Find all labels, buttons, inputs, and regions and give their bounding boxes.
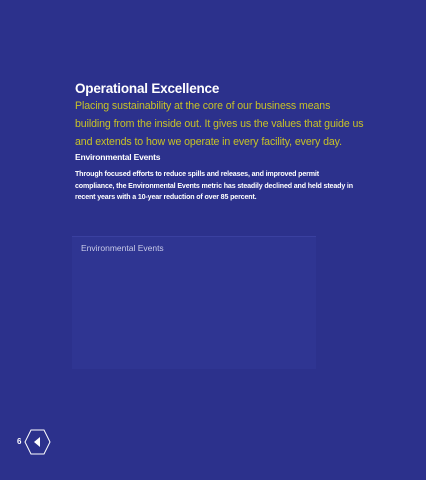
chevron-left-icon	[24, 429, 51, 455]
chart-panel	[72, 236, 316, 369]
section-heading: Operational Excellence	[75, 81, 220, 96]
chart-panel-title: Environmental Events	[81, 243, 164, 253]
intro-paragraph: Placing sustainability at the core of our business means building from the inside out. It gives us the values that guide us and extends to how we operate in every facility, every day.	[75, 100, 364, 148]
page-number: 6	[17, 437, 22, 446]
body-paragraph: Through focused efforts to reduce spills and releases, and improved permit compliance, the Environmental Events metric has steadily declined and held steady in recent years with a 10-year reduction of over 85 percent.	[75, 170, 353, 201]
previous-page-button[interactable]	[24, 429, 51, 455]
subsection-heading: Environmental Events	[75, 152, 161, 162]
